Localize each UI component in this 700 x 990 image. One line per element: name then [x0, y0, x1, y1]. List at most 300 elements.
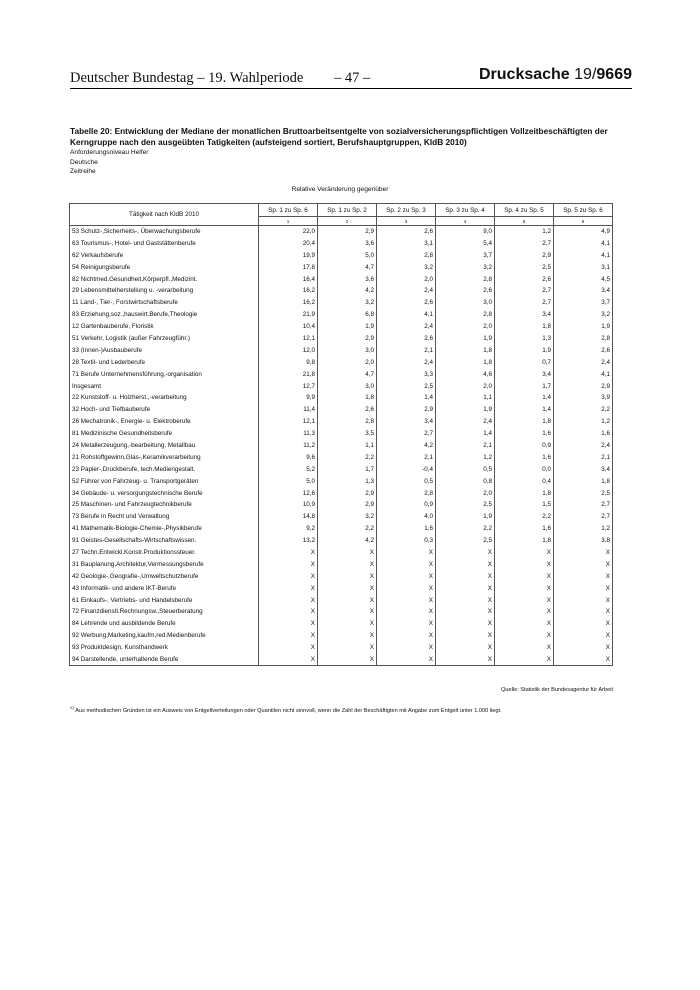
cell-col-3: 2,1: [377, 344, 436, 356]
cell-col-5: 2,7: [495, 285, 554, 297]
cell-col-4: 2,0: [436, 321, 495, 333]
row-label: 91 Geistes-Gesellschafts-Wirtschaftswissen.: [70, 535, 259, 547]
row-label: 29 Lebensmittelherstellung u. -verarbeitung: [70, 285, 259, 297]
cell-col-6: X: [554, 618, 613, 630]
cell-col-3: X: [377, 558, 436, 570]
cell-col-1: 9,2: [259, 523, 318, 535]
row-label: 26 Mechatronik-, Energie- u. Elektroberufe: [70, 416, 259, 428]
cell-col-1: 17,8: [259, 261, 318, 273]
row-label: 23 Papier-,Druckberufe, tech.Mediengestalt.: [70, 463, 259, 475]
page-header: [70, 66, 632, 90]
source-note: Quelle: Statistik der Bundesagentur für Arbeit: [501, 687, 613, 693]
cell-col-6: 3,4: [554, 463, 613, 475]
row-label: 22 Kunststoff- u. Holzherst.,-verarbeitung: [70, 392, 259, 404]
cell-col-2: X: [318, 654, 377, 666]
cell-col-6: 4,1: [554, 249, 613, 261]
cell-col-2: X: [318, 606, 377, 618]
cell-col-4: 2,6: [436, 285, 495, 297]
cell-col-4: X: [436, 594, 495, 606]
header-rule: [70, 88, 632, 89]
cell-col-5: 1,4: [495, 404, 554, 416]
cell-col-6: 2,1: [554, 451, 613, 463]
cell-col-1: X: [259, 630, 318, 642]
cell-col-4: X: [436, 547, 495, 559]
cell-col-1: 5,0: [259, 475, 318, 487]
meta-series: Zeitreihe: [70, 168, 96, 175]
cell-col-1: X: [259, 654, 318, 666]
cell-col-2: 3,6: [318, 237, 377, 249]
cell-col-2: 2,6: [318, 404, 377, 416]
table-row: [70, 582, 613, 594]
table-row: [70, 618, 613, 630]
cell-col-4: 2,2: [436, 523, 495, 535]
cell-col-4: 2,1: [436, 440, 495, 452]
column-number-1: 1: [259, 217, 318, 226]
cell-col-4: 1,1: [436, 392, 495, 404]
cell-col-3: 3,2: [377, 261, 436, 273]
cell-col-6: 3,8: [554, 535, 613, 547]
table-row: [70, 475, 613, 487]
cell-col-2: 4,7: [318, 261, 377, 273]
cell-col-4: 1,4: [436, 428, 495, 440]
row-label: 12 Gartenbauberufe, Floristik: [70, 321, 259, 333]
cell-col-2: 3,2: [318, 297, 377, 309]
cell-col-4: 3,0: [436, 297, 495, 309]
cell-col-3: -0,4: [377, 463, 436, 475]
row-label: 41 Mathematik-Biologie-Chemie-,Physikberufe: [70, 523, 259, 535]
cell-col-3: 2,9: [377, 404, 436, 416]
cell-col-6: 1,6: [554, 428, 613, 440]
column-header-4: Sp. 3 zu Sp. 4: [436, 204, 495, 217]
cell-col-6: X: [554, 606, 613, 618]
cell-col-3: X: [377, 654, 436, 666]
cell-col-5: X: [495, 630, 554, 642]
table-row: [70, 309, 613, 321]
cell-col-6: 4,1: [554, 368, 613, 380]
footnote: [70, 705, 630, 714]
cell-col-5: 0,4: [495, 475, 554, 487]
cell-col-6: X: [554, 654, 613, 666]
document-number: [479, 66, 632, 84]
column-number-4: 4: [436, 217, 495, 226]
cell-col-1: 21,9: [259, 309, 318, 321]
cell-col-3: 4,2: [377, 440, 436, 452]
row-label: 81 Medizinische Gesundheitsberufe: [70, 428, 259, 440]
cell-col-3: 3,4: [377, 416, 436, 428]
table-row: [70, 249, 613, 261]
cell-col-2: 2,0: [318, 356, 377, 368]
cell-col-1: 16,2: [259, 297, 318, 309]
cell-col-4: 2,8: [436, 309, 495, 321]
row-label: 53 Schutz-,Sicherheits-, Überwachungsberufe: [70, 226, 259, 238]
cell-col-3: 3,3: [377, 368, 436, 380]
row-label: 62 Verkaufsberufe: [70, 249, 259, 261]
row-label: 72 Finanzdienstl.Rechnungsw.,Steuerberatung: [70, 606, 259, 618]
header-publication: Deutscher Bundestag – 19. Wahlperiode: [70, 70, 304, 86]
cell-col-1: 9,6: [259, 451, 318, 463]
cell-col-2: X: [318, 594, 377, 606]
cell-col-3: 2,8: [377, 249, 436, 261]
cell-col-6: 1,8: [554, 475, 613, 487]
cell-col-3: 4,1: [377, 309, 436, 321]
cell-col-2: 2,8: [318, 416, 377, 428]
table-row: [70, 547, 613, 559]
cell-col-1: 11,2: [259, 440, 318, 452]
table-row: [70, 237, 613, 249]
row-label: 21 Rohstoffgewinn,Glas-,Keramikverarbeitung: [70, 451, 259, 463]
column-header-row: [70, 204, 613, 217]
table-body: [70, 226, 613, 666]
cell-col-6: 1,9: [554, 321, 613, 333]
table-row: [70, 630, 613, 642]
cell-col-6: 3,2: [554, 309, 613, 321]
cell-col-5: X: [495, 594, 554, 606]
cell-col-5: 1,6: [495, 428, 554, 440]
row-label: 33 (Innen-)Ausbauberufe: [70, 344, 259, 356]
cell-col-1: X: [259, 547, 318, 559]
cell-col-4: X: [436, 558, 495, 570]
cell-col-6: X: [554, 594, 613, 606]
row-label: 93 Produktdesign, Kunsthandwerk: [70, 642, 259, 654]
row-label: 11 Land-, Tier-, Forstwirtschaftsberufe: [70, 297, 259, 309]
row-label: 27 Techn.Entwickl.Konstr.Produktionssteuer.: [70, 547, 259, 559]
cell-col-1: X: [259, 582, 318, 594]
cell-col-4: 2,4: [436, 416, 495, 428]
cell-col-4: X: [436, 618, 495, 630]
cell-col-5: 1,8: [495, 487, 554, 499]
row-label: 34 Gebäude- u. versorgungstechnische Berufe: [70, 487, 259, 499]
cell-col-2: 2,9: [318, 333, 377, 345]
cell-col-3: X: [377, 642, 436, 654]
cell-col-1: 19,9: [259, 249, 318, 261]
cell-col-5: 3,4: [495, 368, 554, 380]
cell-col-5: X: [495, 558, 554, 570]
cell-col-5: 0,7: [495, 356, 554, 368]
cell-col-1: X: [259, 558, 318, 570]
table-row: [70, 535, 613, 547]
cell-col-3: 2,8: [377, 487, 436, 499]
column-number-3: 3: [377, 217, 436, 226]
cell-col-3: 3,1: [377, 237, 436, 249]
column-header-5: Sp. 4 zu Sp. 5: [495, 204, 554, 217]
cell-col-2: 3,2: [318, 511, 377, 523]
cell-col-2: 1,3: [318, 475, 377, 487]
cell-col-4: 1,9: [436, 511, 495, 523]
cell-col-3: 2,6: [377, 297, 436, 309]
cell-col-5: 1,8: [495, 535, 554, 547]
cell-col-4: X: [436, 630, 495, 642]
footnote-text: Aus methodischen Gründen ist ein Ausweis von Entgeltverteilungen oder Quantilen nicht sinnvoll, wenn die Zahl der Beschäftigten mit Angabe zum Entgelt unter 1.000 liegt.: [75, 707, 502, 714]
table-row: [70, 344, 613, 356]
table-row: [70, 570, 613, 582]
cell-col-2: X: [318, 618, 377, 630]
cell-col-6: 2,8: [554, 333, 613, 345]
cell-col-4: 3,7: [436, 249, 495, 261]
cell-col-4: X: [436, 654, 495, 666]
cell-col-5: X: [495, 570, 554, 582]
cell-col-4: X: [436, 606, 495, 618]
cell-col-1: 9,8: [259, 356, 318, 368]
cell-col-2: 6,8: [318, 309, 377, 321]
table-row: [70, 297, 613, 309]
cell-col-2: X: [318, 582, 377, 594]
cell-col-3: 2,6: [377, 226, 436, 238]
cell-col-4: 1,9: [436, 333, 495, 345]
table-row: [70, 487, 613, 499]
column-number-6: 6: [554, 217, 613, 226]
cell-col-2: 2,2: [318, 523, 377, 535]
table-row: [70, 463, 613, 475]
cell-col-4: 1,2: [436, 451, 495, 463]
document-label: Drucksache: [478, 66, 570, 83]
cell-col-6: 4,5: [554, 273, 613, 285]
cell-col-3: 0,5: [377, 475, 436, 487]
cell-col-5: 2,9: [495, 249, 554, 261]
cell-col-3: X: [377, 606, 436, 618]
cell-col-2: 1,1: [318, 440, 377, 452]
table-row: [70, 380, 613, 392]
cell-col-6: X: [554, 547, 613, 559]
cell-col-5: 2,2: [495, 511, 554, 523]
cell-col-4: 0,8: [436, 475, 495, 487]
table-row: [70, 558, 613, 570]
cell-col-1: 22,0: [259, 226, 318, 238]
table-row: [70, 416, 613, 428]
cell-col-3: 0,3: [377, 535, 436, 547]
cell-col-6: X: [554, 558, 613, 570]
cell-col-2: X: [318, 570, 377, 582]
row-label: Insgesamt: [70, 380, 259, 392]
table-row: [70, 451, 613, 463]
cell-col-3: X: [377, 630, 436, 642]
cell-col-2: X: [318, 547, 377, 559]
cell-col-4: X: [436, 642, 495, 654]
cell-col-1: 12,1: [259, 333, 318, 345]
table-row: [70, 499, 613, 511]
table-row: [70, 428, 613, 440]
cell-col-2: 4,2: [318, 535, 377, 547]
meta-region: Deutsche: [70, 159, 98, 166]
cell-col-5: X: [495, 654, 554, 666]
cell-col-1: 11,3: [259, 428, 318, 440]
table-row: [70, 523, 613, 535]
table-row: [70, 642, 613, 654]
cell-col-1: 11,4: [259, 404, 318, 416]
column-header-3: Sp. 2 zu Sp. 3: [377, 204, 436, 217]
cell-col-1: 21,8: [259, 368, 318, 380]
cell-col-6: 3,1: [554, 261, 613, 273]
cell-col-4: 2,0: [436, 380, 495, 392]
cell-col-3: 2,7: [377, 428, 436, 440]
row-label: 25 Maschinen- und Fahrzeugtechnikberufe: [70, 499, 259, 511]
cell-col-4: 9,0: [436, 226, 495, 238]
cell-col-5: 1,7: [495, 380, 554, 392]
row-label: 54 Reinigungsberufe: [70, 261, 259, 273]
cell-col-6: X: [554, 630, 613, 642]
cell-col-1: 12,7: [259, 380, 318, 392]
cell-col-4: 2,5: [436, 535, 495, 547]
table-row: [70, 511, 613, 523]
row-label: 31 Bauplanung,Architektur,Vermessungsberufe: [70, 558, 259, 570]
table-row: [70, 594, 613, 606]
cell-col-6: 2,9: [554, 380, 613, 392]
cell-col-1: 10,9: [259, 499, 318, 511]
row-label: 24 Metallerzeugung,-bearbeitung, Metallbau: [70, 440, 259, 452]
cell-col-3: 2,0: [377, 273, 436, 285]
cell-col-1: 5,2: [259, 463, 318, 475]
cell-col-5: 1,4: [495, 392, 554, 404]
table-row: [70, 321, 613, 333]
table-row: [70, 226, 613, 238]
cell-col-4: 1,9: [436, 404, 495, 416]
cell-col-3: X: [377, 618, 436, 630]
table-title: Tabelle 20: Entwicklung der Mediane der monatlichen Bruttoarbeitsentgelte von sozialversicherungspflichtigen Vollzeitbeschäftigten der Kerngruppe nach den ausgeübten Tatigkeiten (aufsteigend sortiert, Berufshauptgruppen, KldB 2010): [70, 126, 608, 147]
cell-col-6: X: [554, 570, 613, 582]
row-label: 43 Informatik- und andere IKT-Berufe: [70, 582, 259, 594]
cell-col-3: 2,6: [377, 333, 436, 345]
cell-col-2: 1,7: [318, 463, 377, 475]
cell-col-1: 14,8: [259, 511, 318, 523]
cell-col-2: 4,2: [318, 285, 377, 297]
cell-col-2: X: [318, 630, 377, 642]
cell-col-4: 4,6: [436, 368, 495, 380]
row-label: 92 Werbung,Marketing,kaufm,red.Medienberufe: [70, 630, 259, 642]
cell-col-4: 2,8: [436, 273, 495, 285]
cell-col-3: 2,4: [377, 321, 436, 333]
cell-col-5: 2,7: [495, 237, 554, 249]
cell-col-4: 2,5: [436, 499, 495, 511]
table-row: [70, 368, 613, 380]
cell-col-6: 1,2: [554, 523, 613, 535]
cell-col-2: 1,9: [318, 321, 377, 333]
cell-col-1: X: [259, 594, 318, 606]
cell-col-5: 1,2: [495, 226, 554, 238]
cell-col-6: 2,4: [554, 440, 613, 452]
cell-col-5: 3,4: [495, 309, 554, 321]
table-row: [70, 261, 613, 273]
cell-col-1: X: [259, 570, 318, 582]
row-label: 42 Geologie-,Geografie-,Umweltschutzberufe: [70, 570, 259, 582]
cell-col-6: X: [554, 642, 613, 654]
cell-col-2: 2,9: [318, 499, 377, 511]
cell-col-2: 3,0: [318, 344, 377, 356]
cell-col-1: 13,2: [259, 535, 318, 547]
cell-col-1: 12,0: [259, 344, 318, 356]
row-label: 63 Tourismus-, Hotel- und Gaststättenberufe: [70, 237, 259, 249]
cell-col-1: 10,4: [259, 321, 318, 333]
cell-col-4: 3,2: [436, 261, 495, 273]
cell-col-6: 2,7: [554, 499, 613, 511]
cell-col-6: 3,7: [554, 297, 613, 309]
cell-col-2: X: [318, 558, 377, 570]
row-label: 28 Textil- und Lederberufe: [70, 356, 259, 368]
cell-col-1: 12,1: [259, 416, 318, 428]
cell-col-1: X: [259, 618, 318, 630]
cell-col-5: X: [495, 547, 554, 559]
row-label: 52 Führer von Fahrzeug- u. Transportgeräten: [70, 475, 259, 487]
cell-col-5: 0,9: [495, 440, 554, 452]
cell-col-5: 1,5: [495, 499, 554, 511]
cell-col-5: 1,9: [495, 344, 554, 356]
cell-col-6: 2,4: [554, 356, 613, 368]
cell-col-3: 2,4: [377, 285, 436, 297]
column-header-activity: Tätigkeit nach KldB 2010: [70, 204, 259, 226]
cell-col-2: 1,8: [318, 392, 377, 404]
cell-col-4: 1,8: [436, 356, 495, 368]
cell-col-1: X: [259, 606, 318, 618]
cell-col-5: 0,0: [495, 463, 554, 475]
column-number-5: 5: [495, 217, 554, 226]
cell-col-5: X: [495, 642, 554, 654]
cell-col-3: 2,4: [377, 356, 436, 368]
meta-level: Anforderungsniveau Helfer: [70, 149, 149, 156]
cell-col-4: 5,4: [436, 237, 495, 249]
row-label: 83 Erziehung,soz.,hauswirt.Berufe,Theologie: [70, 309, 259, 321]
cell-col-1: 16,4: [259, 273, 318, 285]
footnote-marker: X): [70, 705, 74, 710]
cell-col-6: 3,4: [554, 285, 613, 297]
column-header-1: Sp. 1 zu Sp. 6: [259, 204, 318, 217]
cell-col-3: X: [377, 570, 436, 582]
cell-col-4: 2,0: [436, 487, 495, 499]
cell-col-1: 9,9: [259, 392, 318, 404]
cell-col-6: 2,2: [554, 404, 613, 416]
cell-col-5: X: [495, 618, 554, 630]
row-label: 84 Lehrende und ausbildende Berufe: [70, 618, 259, 630]
row-label: 94 Darstellende, unterhaltende Berufe: [70, 654, 259, 666]
cell-col-4: 1,8: [436, 344, 495, 356]
cell-col-2: 2,2: [318, 451, 377, 463]
cell-col-6: 2,5: [554, 487, 613, 499]
cell-col-6: 4,9: [554, 226, 613, 238]
cell-col-2: 2,9: [318, 487, 377, 499]
cell-col-2: 5,0: [318, 249, 377, 261]
table-row: [70, 356, 613, 368]
table-subheading: Relative Veränderung gegenüber: [291, 186, 389, 193]
cell-col-5: 1,8: [495, 416, 554, 428]
cell-col-2: 3,6: [318, 273, 377, 285]
cell-col-6: 2,6: [554, 344, 613, 356]
cell-col-2: X: [318, 642, 377, 654]
cell-col-4: X: [436, 570, 495, 582]
cell-col-5: 2,5: [495, 261, 554, 273]
cell-col-2: 4,7: [318, 368, 377, 380]
row-label: 61 Einkaufs-, Vertriebs- und Handelsberufe: [70, 594, 259, 606]
column-header-6: Sp. 5 zu Sp. 6: [554, 204, 613, 217]
cell-col-3: X: [377, 582, 436, 594]
cell-col-2: 3,0: [318, 380, 377, 392]
table-row: [70, 404, 613, 416]
cell-col-3: 2,5: [377, 380, 436, 392]
cell-col-5: X: [495, 606, 554, 618]
column-header-2: Sp. 1 zu Sp. 2: [318, 204, 377, 217]
cell-col-6: 4,1: [554, 237, 613, 249]
cell-col-5: 2,7: [495, 297, 554, 309]
table-row: [70, 273, 613, 285]
cell-col-4: X: [436, 582, 495, 594]
cell-col-5: 1,3: [495, 333, 554, 345]
cell-col-5: 1,6: [495, 451, 554, 463]
cell-col-1: 20,4: [259, 237, 318, 249]
cell-col-5: 1,6: [495, 523, 554, 535]
cell-col-4: 0,5: [436, 463, 495, 475]
cell-col-3: 1,6: [377, 523, 436, 535]
row-label: 71 Berufe Unternehmensführung,-organisation: [70, 368, 259, 380]
cell-col-3: X: [377, 594, 436, 606]
row-label: 82 Nichtmed.Gesundheit,Körperpfl.,Medizint.: [70, 273, 259, 285]
table-row: [70, 654, 613, 666]
cell-col-2: 2,9: [318, 226, 377, 238]
